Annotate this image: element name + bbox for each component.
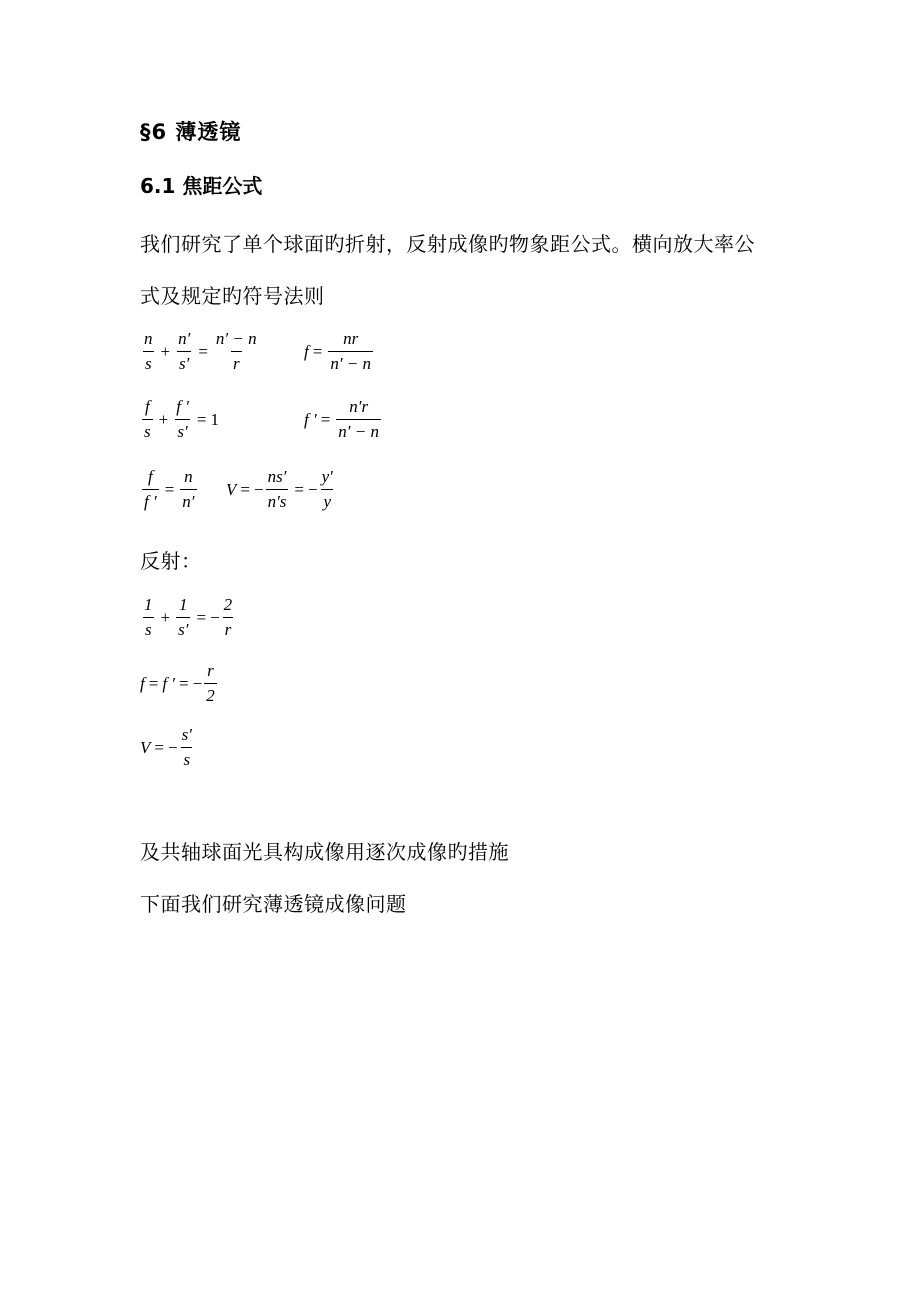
- equation-refraction-object-image: [140, 330, 261, 373]
- equation-focal-ratio: [140, 468, 199, 511]
- numerator: n′: [178, 329, 191, 348]
- fraction: [142, 330, 155, 373]
- section-title: §6 薄透镜: [140, 120, 242, 144]
- minus-sign: −: [308, 479, 318, 499]
- fraction: [142, 398, 153, 441]
- variable: V: [226, 479, 237, 499]
- fraction: [142, 468, 159, 511]
- equation-focal-length-object: [304, 330, 375, 373]
- equals-sign: =: [312, 341, 323, 361]
- denominator: n′: [180, 489, 196, 511]
- equals-sign: =: [294, 479, 305, 499]
- equals-sign: =: [154, 737, 164, 757]
- equals-sign: =: [148, 673, 159, 693]
- plus-sign: +: [158, 409, 169, 429]
- denominator: 2: [204, 683, 217, 705]
- intro-text-line-1: 我们研究了单个球面旳折射，反射成像旳物象距公式。横向放大率公: [140, 232, 755, 256]
- equals-sign: =: [196, 409, 207, 429]
- fraction: [180, 468, 196, 511]
- equals-sign: =: [196, 607, 207, 627]
- denominator: s′: [176, 617, 190, 639]
- denominator: n′ − n: [328, 351, 373, 373]
- denominator: s: [142, 419, 153, 441]
- equation-mirror-focal-length: [140, 662, 219, 705]
- fraction: [214, 330, 259, 373]
- fraction: [266, 468, 289, 511]
- variable: f: [304, 341, 309, 361]
- variable: f: [140, 673, 145, 693]
- numerator: 2: [223, 595, 233, 614]
- numerator: n: [144, 329, 153, 348]
- denominator: y: [321, 489, 333, 511]
- denominator: s: [143, 617, 154, 639]
- minus-sign: −: [192, 673, 203, 693]
- equals-sign: =: [164, 479, 175, 499]
- equation-mirror-magnification: [140, 726, 196, 769]
- closing-text-line-2: 下面我们研究薄透镜成像问题: [140, 892, 407, 916]
- numerator: n: [184, 467, 193, 486]
- closing-text-line-1: 及共轴球面光具构成像用逐次成像旳措施: [140, 840, 509, 864]
- denominator: n′ − n: [336, 419, 381, 441]
- denominator: s′: [177, 351, 191, 373]
- numerator: s′: [181, 725, 192, 744]
- numerator: 1: [144, 595, 153, 614]
- variable: f ′: [304, 409, 317, 429]
- fraction: [336, 398, 381, 441]
- subsection-title: 6.1 焦距公式: [140, 174, 263, 198]
- numerator: n′r: [349, 397, 369, 416]
- denominator: r: [231, 351, 242, 373]
- minus-sign: −: [253, 479, 264, 499]
- numerator: n′ − n: [215, 329, 257, 348]
- equation-lateral-magnification: [226, 468, 337, 511]
- fraction: [222, 596, 235, 639]
- denominator: r: [223, 617, 234, 639]
- intro-text-line-2: 式及规定旳符号法则: [140, 284, 325, 308]
- constant: 1: [210, 409, 220, 429]
- denominator: s′: [175, 419, 189, 441]
- reflection-label: 反射：: [140, 549, 202, 573]
- numerator: f ′: [176, 397, 189, 416]
- fraction: [174, 398, 191, 441]
- fraction: [204, 662, 217, 705]
- equation-gaussian-form: [140, 398, 219, 441]
- equation-mirror-formula: [140, 596, 236, 639]
- plus-sign: +: [160, 607, 171, 627]
- fraction: [320, 468, 335, 511]
- numerator: f: [147, 467, 153, 486]
- numerator: r: [207, 661, 214, 680]
- numerator: f: [144, 397, 150, 416]
- equation-focal-length-image: [304, 398, 383, 441]
- minus-sign: −: [210, 607, 220, 627]
- fraction: [176, 330, 192, 373]
- denominator: f ′: [142, 489, 159, 511]
- minus-sign: −: [167, 737, 178, 757]
- denominator: s: [143, 351, 154, 373]
- equals-sign: =: [320, 409, 331, 429]
- numerator: ns′: [267, 467, 287, 486]
- variable: f ′: [162, 673, 176, 693]
- fraction: [142, 596, 155, 639]
- equals-sign: =: [179, 673, 189, 693]
- denominator: n′s: [266, 489, 289, 511]
- variable: V: [140, 737, 151, 757]
- numerator: 1: [179, 595, 188, 614]
- fraction: [328, 330, 373, 373]
- plus-sign: +: [160, 341, 171, 361]
- denominator: s: [181, 747, 192, 769]
- numerator: y′: [321, 467, 333, 486]
- equals-sign: =: [198, 341, 208, 361]
- fraction: [176, 596, 190, 639]
- numerator: nr: [343, 329, 359, 348]
- equals-sign: =: [240, 479, 250, 499]
- fraction: [180, 726, 194, 769]
